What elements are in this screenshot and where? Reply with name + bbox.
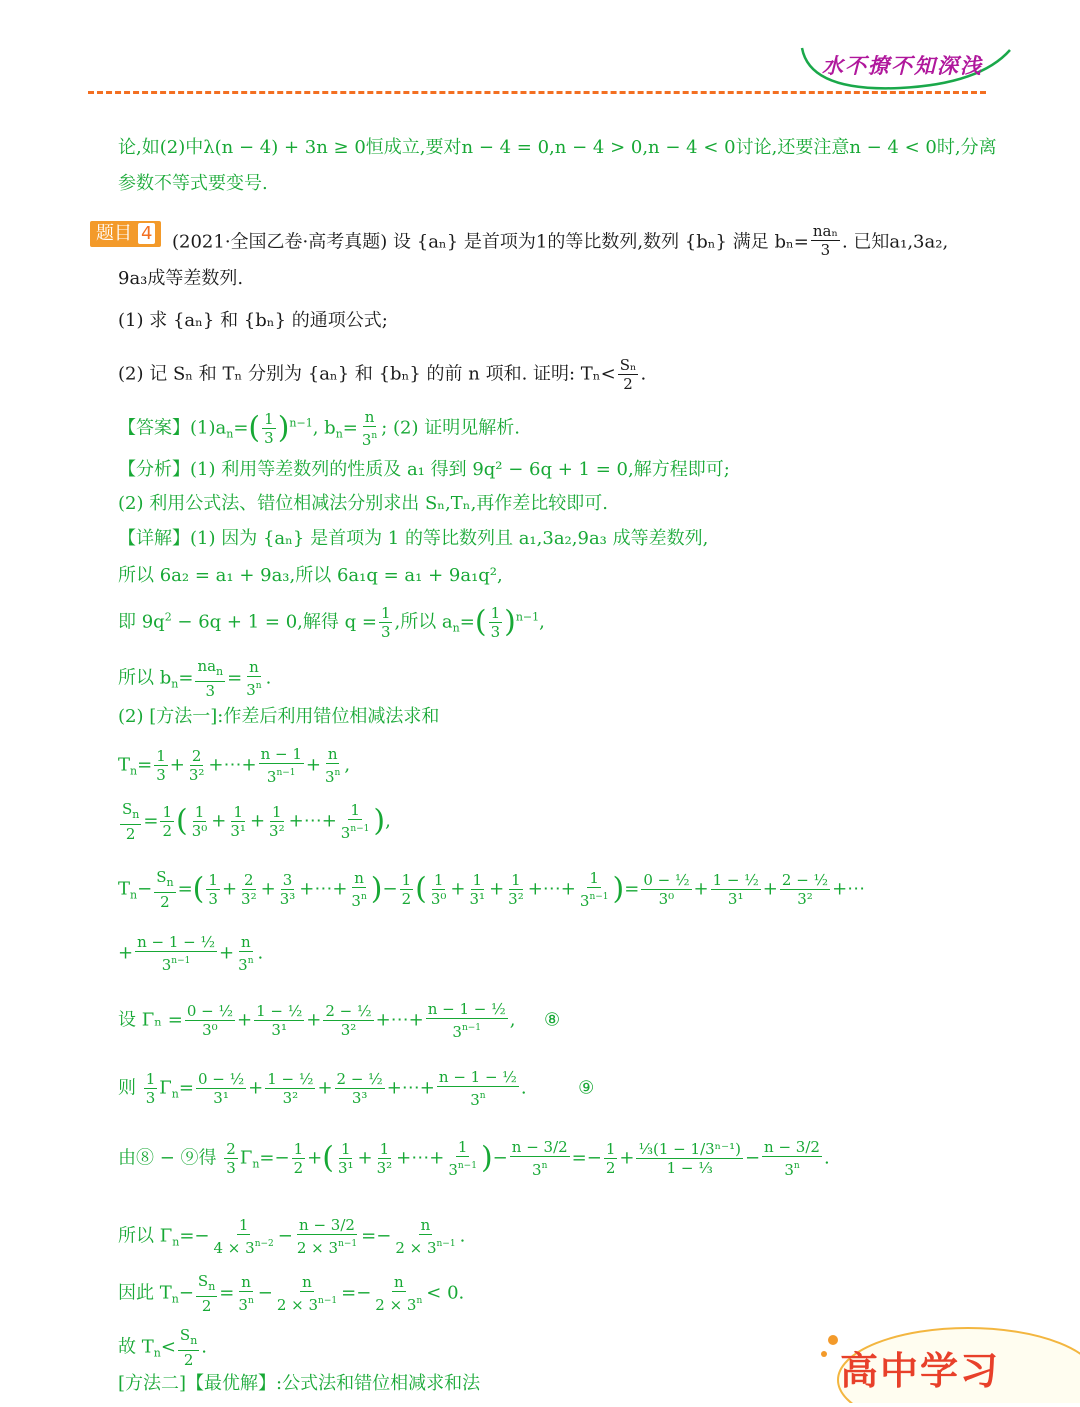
eq-subtract: 由⑧ − ⑨得 $\frac{2}{3}$ $\Gamma_n=-$ $\frac{1}{2}$ +( $\frac{1}{\text{3¹}}$ + $\frac{1}{\text{3²}}$ +⋯+ $\frac{1}{3^{n-1}}$ )− $\frac{n - 3/2}{3^n}$ =− $\frac{1}{2}$ + $\frac{\text{⅓(1 − 1/3ⁿ⁻¹)}}{\text{1 − ⅓}}$ − $\frac{n - 3/2}{3^n}$ . <box>118 1138 830 1179</box>
logo-text: 水不撩不知深浅 <box>822 53 983 78</box>
gu-label: 故 <box>118 1336 136 1358</box>
suoyi-label: 所以 <box>118 1225 154 1247</box>
stem-frac-den: 3 <box>820 241 831 259</box>
eq-difference: $T_n-$ $\frac{S_n}{2}$ =( $\frac{1}{3}$ + $\frac{2}{\text{3²}}$ + $\frac{3}{\text{3³}}$ +⋯+ $\frac{n}{3^n}$ )− $\frac{1}{2}$ ( $\frac{1}{\text{3⁰}}$ + $\frac{1}{\text{3¹}}$ + $\frac{1}{\text{3²}}$ +⋯+ $\frac{1}{3^{n-1}}$ )= $\frac{\text{0 − ½}}{\text{3⁰}}$ + $\frac{\text{1 − ½}}{\text{3¹}}$ + $\frac{\text{2 − ½}}{\text{3²}}$ +⋯ <box>118 868 866 911</box>
answer-line: 【答案】$(1)a_n=$( $\frac{1}{3}$ )$^{n-1}$, $b_n=$ $\frac{n}{3^n}$ ; (2) 证明见解析. <box>118 408 520 449</box>
eq-gamma-result: 所以 $\Gamma_n=-$ $\frac{1}{4 \times 3^{n-2}}$ − $\frac{n - 3/2}{2 \times 3^{n-1}}$ =− $\frac{n}{2 \times 3^{n-1}}$ . <box>118 1216 466 1257</box>
method-1-title: (2) [方法一]:作差后利用错位相减法求和 <box>118 706 440 727</box>
eq-Sn-half: $\frac{S_n}{2}$ = $\frac{1}{2}$ ( $\frac{1}{\text{3⁰}}$ + $\frac{1}{\text{3¹}}$ + $\frac{1}{\text{3²}}$ +⋯+ $\frac{1}{3^{n-1}}$ ), <box>122 800 391 843</box>
detail-text-1: (1) 因为 {aₙ} 是首项为 1 的等比数列且 a₁,3a₂,9a₃ 成等差数列, <box>190 528 709 549</box>
problem-stem-b: . 已知a₁,3a₂, <box>841 231 949 253</box>
detail-line-1 <box>118 528 708 550</box>
problem-tag-number: 4 <box>138 223 155 244</box>
problem-tag <box>90 221 161 247</box>
header-logo <box>800 40 1020 98</box>
gamma-def-label: 设 Γₙ = <box>118 1009 183 1031</box>
method-2-title: [方法二]【最优解】:公式法和错位相减求和法 <box>118 1373 481 1394</box>
eq-Tn: $T_n=$ $\frac{1}{3}$ + $\frac{2}{\text{3²}}$ +⋯+ $\frac{n - 1}{3^{n-1}}$ + $\frac{n}{3^n}$ , <box>118 745 351 786</box>
footer-logo-text: 高中学习 <box>840 1349 1001 1393</box>
yinci-label: 因此 <box>118 1282 154 1304</box>
analysis-line-2: (2) 利用公式法、错位相减法分别求出 Sₙ,Tₙ,再作差比较即可. <box>118 493 609 514</box>
header-divider <box>88 91 986 94</box>
eq-conclusion: 因此 $T_n-$ $\frac{S_n}{2}$ = $\frac{n}{3^n}$ − $\frac{n}{2 \times 3^{n-1}}$ =− $\frac{n}{2 \times 3^n}$ < 0. <box>118 1272 465 1315</box>
analysis-label: 【分析】 <box>118 459 190 480</box>
problem-tag-label: 题目 <box>96 223 132 244</box>
part2-frac-num: Sₙ <box>619 356 637 374</box>
problem-stem-line-2: 9a₃成等差数列. <box>118 268 244 289</box>
problem-part-2 <box>118 356 646 393</box>
part2-text: (2) 记 Sₙ 和 Tₙ 分别为 {aₙ} 和 {bₙ} 的前 n 项和. 证明: Tₙ< <box>118 363 616 385</box>
analysis-text-1: (1) 利用等差数列的性质及 a₁ 得到 9q² − 6q + 1 = 0,解方程即可; <box>190 459 730 480</box>
ze-label: 则 <box>118 1077 136 1099</box>
stem-frac-num: naₙ <box>812 222 838 240</box>
eq-final: 故 $T_n<$ $\frac{S_n}{2}$ . <box>118 1326 208 1369</box>
intro-line-2: 参数不等式要变号. <box>118 173 268 194</box>
problem-stem <box>172 224 948 261</box>
you-label: 由⑧ − ⑨得 <box>118 1147 217 1169</box>
detail-line-3: 即 $9q^2 - 6q + 1 = 0$,解得 q = $\frac{1}{3}$ ,所以 $a_n=$( $\frac{1}{3}$ )$^{n-1}$, <box>118 604 545 641</box>
detail-line-4: 所以 $b_n=$ $na_n$ 3 = $\frac{n}{3^n}$ . <box>118 657 272 700</box>
eq-difference-cont: + $\frac{\text{n − 1 − ½}}{3^{n-1}}$ + $\frac{n}{3^n}$ . <box>118 933 264 974</box>
detail-label: 【详解】 <box>118 528 190 549</box>
eq-gamma-def: 设 Γₙ = $\frac{\text{0 − ½}}{\text{3⁰}}$ + $\frac{\text{1 − ½}}{\text{3¹}}$ + $\frac{\text{2 − ½}}{\text{3²}}$ +⋯+ $\frac{\text{n − 1 − ½}}{3^{n-1}}$ , ⑧ <box>118 1000 561 1041</box>
analysis-line-1 <box>118 459 730 481</box>
eq-gamma-third: 则 $\frac{1}{3}$ $\Gamma_n=$ $\frac{\text{0 − ½}}{\text{3¹}}$ + $\frac{\text{1 − ½}}{\text{3²}}$ + $\frac{\text{2 − ½}}{\text{3³}}$ +⋯+ $\frac{\text{n − 1 − ½}}{3^n}$ . ⑨ <box>118 1068 595 1109</box>
problem-stem-a: 设 {aₙ} 是首项为1的等比数列,数列 {bₙ} 满足 bₙ= <box>393 231 809 253</box>
part2-frac-den: 2 <box>623 375 633 393</box>
part2-end: . <box>640 363 647 385</box>
footer-logo <box>818 1318 1080 1403</box>
detail-line-2: 所以 6a₂ = a₁ + 9a₃,所以 6a₁q = a₁ + 9a₁q², <box>118 565 503 586</box>
eq-label-8: ⑧ <box>544 1009 561 1031</box>
eq-label-9: ⑨ <box>578 1077 595 1099</box>
answer-label: 【答案】 <box>118 417 190 439</box>
intro-line-1: 论,如(2)中λ(n − 4) + 3n ≥ 0恒成立,要对n − 4 = 0,n − 4 > 0,n − 4 < 0讨论,还要注意n − 4 < 0时,分离 <box>118 137 997 158</box>
problem-part-1: (1) 求 {aₙ} 和 {bₙ} 的通项公式; <box>118 310 388 331</box>
problem-source: (2021·全国乙卷·高考真题) <box>172 231 388 253</box>
